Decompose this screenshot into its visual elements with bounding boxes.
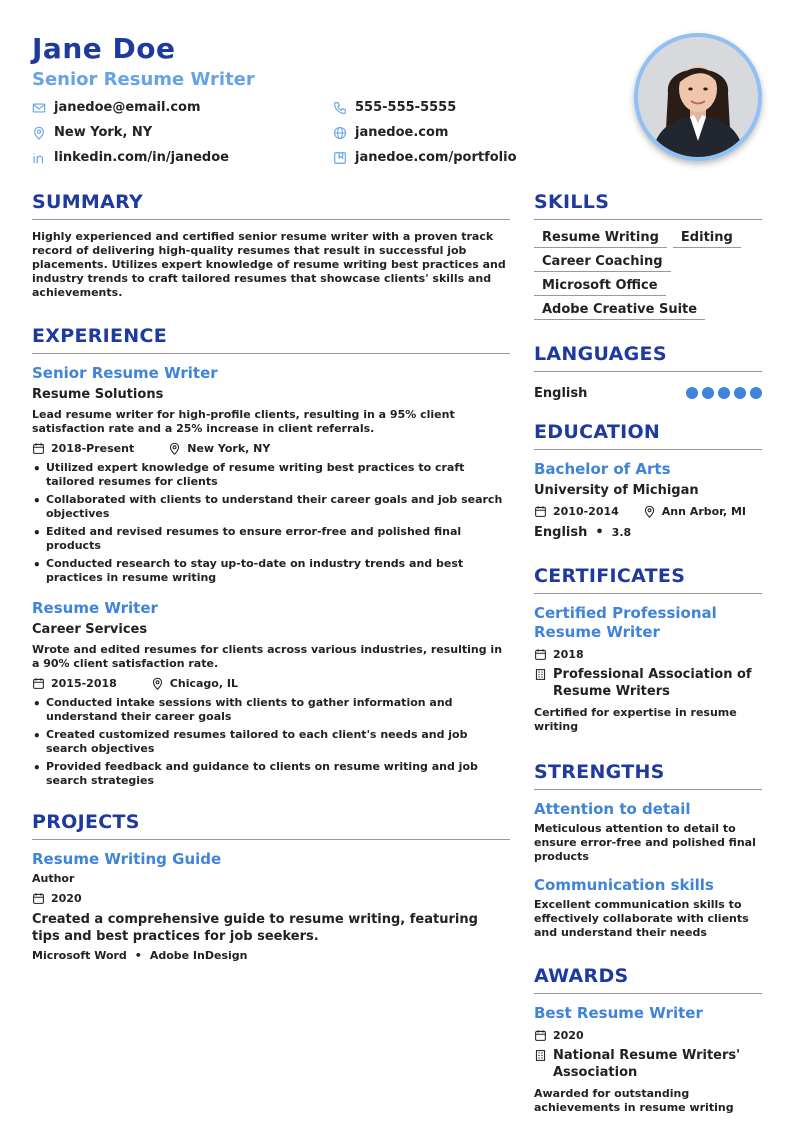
contact-email[interactable] (32, 98, 333, 117)
certificate-year: 2018 (553, 647, 584, 661)
job-dates: 2018-Present (51, 441, 135, 455)
location-icon (168, 442, 181, 455)
summary-title: SUMMARY (32, 190, 510, 220)
profile-photo (634, 33, 762, 161)
bullet-item: • Conducted intake sessions with clients to gather information and understand their career goals (32, 696, 510, 724)
contact-phone-text: 555-555-5555 (355, 100, 457, 115)
job-company: Resume Solutions (32, 387, 164, 402)
skill-tag: Adobe Creative Suite (534, 302, 705, 320)
gpa-separator: • (595, 524, 604, 540)
degree: Bachelor of Arts (534, 460, 671, 478)
projects-section (32, 810, 510, 962)
strength-title: Communication skills (534, 876, 714, 894)
job-meta (32, 439, 510, 457)
contact-phone[interactable] (333, 98, 592, 117)
calendar-icon (32, 442, 45, 455)
project-meta (32, 889, 510, 907)
bullet-item: • Conducted research to stay up-to-date on industry trends and best practices in resume writing (32, 557, 510, 585)
contact-website-text: janedoe.com (355, 125, 449, 140)
level-dot (718, 387, 730, 399)
right-column (534, 190, 762, 1131)
summary-section (32, 190, 510, 300)
level-dot (702, 387, 714, 399)
strengths-title: STRENGTHS (534, 760, 762, 790)
languages-section (534, 342, 762, 404)
education-location: Ann Arbor, MI (661, 504, 747, 518)
calendar-icon (534, 505, 547, 518)
building-icon (534, 668, 547, 681)
strengths-section (534, 760, 762, 940)
awards-title: AWARDS (534, 964, 762, 994)
level-dot (734, 387, 746, 399)
contact-linkedin-text: linkedin.com/in/janedoe (54, 150, 229, 165)
job-dates: 2015-2018 (51, 676, 117, 690)
certificate-issuer (534, 666, 762, 700)
strength-text: Meticulous attention to detail to ensure error-free and polished final products (534, 822, 756, 863)
certificate-description: Certified for expertise in resume writing (534, 706, 737, 733)
phone-icon (333, 101, 347, 115)
contact-portfolio-text: janedoe.com/portfolio (355, 150, 517, 165)
job-title: Senior Resume Writer (32, 364, 218, 382)
linkedin-icon (32, 151, 46, 165)
skill-tag: Resume Writing (534, 230, 667, 248)
projects-title: PROJECTS (32, 810, 510, 840)
level-dot (750, 387, 762, 399)
level-dot (686, 387, 698, 399)
experience-section (32, 324, 510, 788)
language-row (534, 382, 762, 404)
experience-title: EXPERIENCE (32, 324, 510, 354)
left-column (32, 190, 510, 978)
bullet-item: • Provided feedback and guidance to clients on resume writing and job search strategies (32, 760, 510, 788)
project-title: Resume Writing Guide (32, 850, 222, 868)
building-icon (534, 1049, 547, 1062)
certificate-name: Certified Professional Resume Writer (534, 604, 717, 641)
candidate-name: Jane Doe (32, 32, 176, 65)
skill-tag: Microsoft Office (534, 278, 666, 296)
contact-linkedin[interactable] (32, 148, 333, 167)
award-issuer-text: National Resume Writers' Association (553, 1048, 741, 1080)
education-title: EDUCATION (534, 420, 762, 450)
project-year: 2020 (51, 891, 82, 905)
education-section (534, 420, 762, 542)
award-issuer (534, 1047, 762, 1081)
job-company: Career Services (32, 622, 148, 637)
job-location: New York, NY (187, 441, 271, 455)
calendar-icon (32, 677, 45, 690)
job-bullets (32, 696, 510, 788)
education-meta (534, 502, 762, 520)
summary-text: Highly experienced and certified senior resume writer with a proven track record of delivering high-quality resumes that result in successful job placements. Utilizes expert knowledge of resume writing best practices and industry trends to craft tailored resumes that showcase clients' skills and achievements. (32, 230, 506, 299)
skills-title: SKILLS (534, 190, 762, 220)
job-location: Chicago, IL (169, 676, 238, 690)
project-tools (32, 949, 510, 962)
calendar-icon (534, 1029, 547, 1042)
location-icon (32, 126, 46, 140)
contact-email-text: janedoe@email.com (54, 100, 201, 115)
profile-avatar-icon (638, 37, 758, 157)
bullet-item: • Collaborated with clients to understand their career goals and job search objectives (32, 493, 510, 521)
globe-icon (333, 126, 347, 140)
contact-location (32, 123, 333, 142)
languages-title: LANGUAGES (534, 342, 762, 372)
contact-location-text: New York, NY (54, 125, 153, 140)
education-gpa (534, 522, 762, 542)
skills-list (534, 230, 762, 320)
job-title: Resume Writer (32, 599, 158, 617)
calendar-icon (32, 892, 45, 905)
tool-tag: Adobe InDesign (149, 949, 248, 962)
gpa-value: 3.8 (611, 525, 632, 539)
project-description: Created a comprehensive guide to resume writing, featuring tips and best practices for job seekers. (32, 912, 478, 944)
awards-section (534, 964, 762, 1115)
strength-item (534, 876, 762, 940)
strength-text: Excellent communication skills to effectively collaborate with clients and understand their needs (534, 898, 749, 939)
skills-section (534, 190, 762, 320)
location-icon (643, 505, 656, 518)
award-name: Best Resume Writer (534, 1004, 703, 1022)
tag-separator: • (134, 949, 142, 962)
candidate-role: Senior Resume Writer (32, 69, 255, 90)
calendar-icon (534, 648, 547, 661)
education-dates: 2010-2014 (553, 504, 619, 518)
school: University of Michigan (534, 483, 699, 498)
contact-website[interactable] (333, 123, 592, 142)
mail-icon (32, 101, 46, 115)
experience-item (32, 599, 510, 788)
certificate-issuer-text: Professional Association of Resume Writers (553, 667, 752, 699)
award-description: Awarded for outstanding achievements in resume writing (534, 1087, 734, 1114)
job-description: Lead resume writer for high-profile clients, resulting in a 95% client satisfaction rate and a 25% increase in client referrals. (32, 408, 455, 435)
portfolio-icon (333, 151, 347, 165)
skill-tag: Editing (673, 230, 741, 248)
skill-tag: Career Coaching (534, 254, 671, 272)
contact-portfolio[interactable] (333, 148, 592, 167)
project-role: Author (32, 872, 75, 885)
job-description: Wrote and edited resumes for clients across various industries, resulting in a 90% client satisfaction rate. (32, 643, 503, 670)
gpa-label: English (534, 524, 588, 540)
award-year: 2020 (553, 1028, 584, 1042)
project-item (32, 850, 510, 962)
certificates-title: CERTIFICATES (534, 564, 762, 594)
location-icon (151, 677, 164, 690)
strength-item (534, 800, 762, 864)
experience-item (32, 364, 510, 585)
tool-tag: Microsoft Word (32, 949, 127, 962)
bullet-item: • Utilized expert knowledge of resume writing best practices to craft tailored resumes for clients (32, 461, 510, 489)
award-meta (534, 1026, 762, 1044)
strength-title: Attention to detail (534, 800, 691, 818)
certificates-section (534, 564, 762, 734)
job-bullets (32, 461, 510, 585)
certificate-meta (534, 645, 762, 663)
language-name: English (534, 385, 588, 401)
job-meta (32, 674, 510, 692)
bullet-item: • Created customized resumes tailored to each client's needs and job search objectives (32, 728, 510, 756)
contact-info (32, 98, 592, 167)
bullet-item: • Edited and revised resumes to ensure error-free and polished final products (32, 525, 510, 553)
language-level (686, 387, 762, 399)
